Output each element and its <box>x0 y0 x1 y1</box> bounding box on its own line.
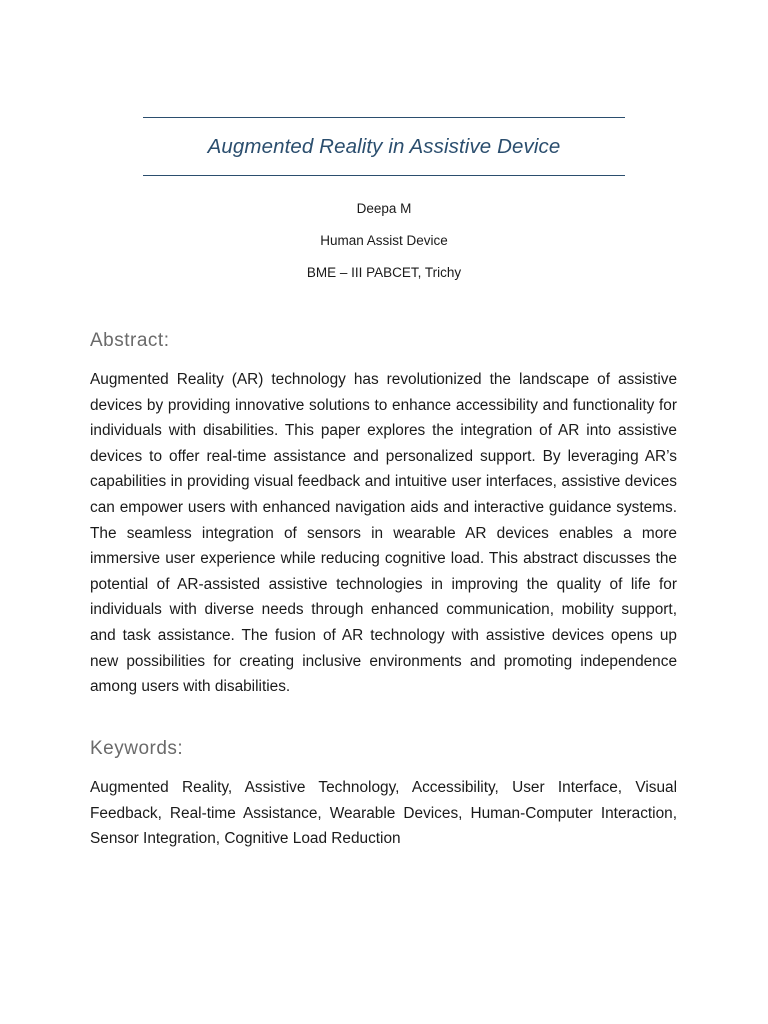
keywords-text: Augmented Reality, Assistive Technology, Accessibility, User Interface, Visual Feedback, Real-time Assistance, Wearable Devices, Human-Computer Interaction, Sensor Integration, Cognitive Load Reduction <box>90 779 677 848</box>
author-department: Human Assist Device <box>320 233 448 248</box>
abstract-text: Augmented Reality (AR) technology has revolutionized the landscape of assistive devices by providing innovative solutions to enhance accessibility and functionality for individuals with disabilities. This paper explores the integration of AR into assistive devices to offer real-time assistance and personalized support. By leveraging AR’s capabilities in providing visual feedback and intuitive user interfaces, assistive devices can empower users with enhanced navigation aids and interactive guidance systems. The seamless integration of sensors in wearable AR devices enables a more immersive user experience while reducing cognitive load. This abstract discusses the potential of AR-assisted assistive technologies in improving the quality of life for individuals with diverse needs through enhanced communication, mobility support, and task assistance. The fusion of AR technology with assistive devices opens up new possibilities for creating inclusive environments and promoting independence among users with disabilities. <box>90 371 677 696</box>
author-name: Deepa M <box>356 201 412 216</box>
title-block <box>143 117 625 176</box>
author-affiliation: BME – III PABCET, Trichy <box>306 265 462 280</box>
paper-title: Augmented Reality in Assistive Device <box>207 134 561 158</box>
keywords-heading: Keywords: <box>90 738 184 759</box>
author-info <box>0 200 768 296</box>
abstract-heading: Abstract: <box>90 330 170 351</box>
